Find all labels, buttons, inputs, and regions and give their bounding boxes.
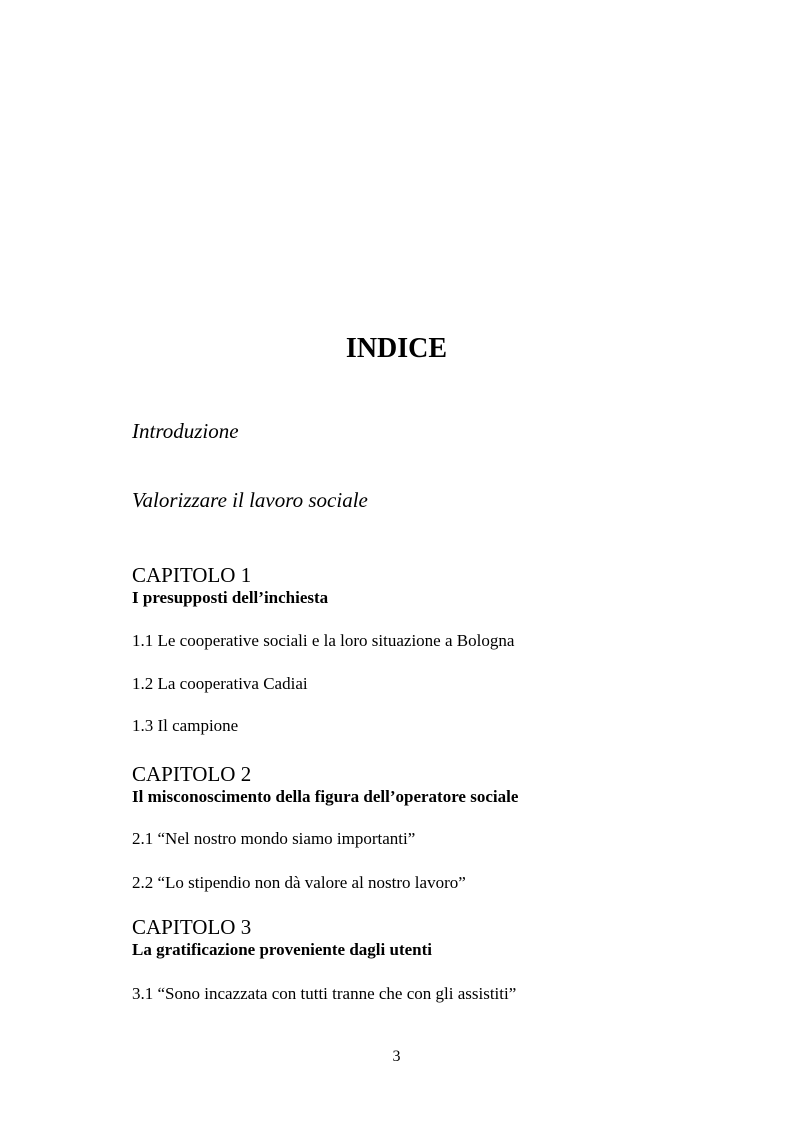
page-number: 3 <box>392 1048 401 1065</box>
chapter-2-title: Il misconoscimento della figura dell’operatore sociale <box>132 787 519 806</box>
chapter-2-label: CAPITOLO 2 <box>132 762 252 786</box>
toc-section-1-3: 1.3 Il campione <box>132 716 239 735</box>
toc-section-2-1: 2.1 “Nel nostro mondo siamo importanti” <box>132 829 416 848</box>
chapter-1-title: I presupposti dell’inchiesta <box>132 588 329 607</box>
page-title: INDICE <box>345 333 448 364</box>
chapter-3-title: La gratificazione proveniente dagli utenti <box>132 940 432 959</box>
toc-entry-introduction: Introduzione <box>132 419 239 443</box>
toc-section-3-1: 3.1 “Sono incazzata con tutti tranne che con gli assistiti” <box>132 984 517 1003</box>
chapter-3-label: CAPITOLO 3 <box>132 915 252 939</box>
toc-section-1-1: 1.1 Le cooperative sociali e la loro situazione a Bologna <box>132 631 515 650</box>
toc-entry-valorizzare: Valorizzare il lavoro sociale <box>132 488 368 512</box>
toc-section-1-2: 1.2 La cooperativa Cadiai <box>132 674 308 693</box>
chapter-1-label: CAPITOLO 1 <box>132 563 252 587</box>
toc-section-2-2: 2.2 “Lo stipendio non dà valore al nostro lavoro” <box>132 873 466 892</box>
